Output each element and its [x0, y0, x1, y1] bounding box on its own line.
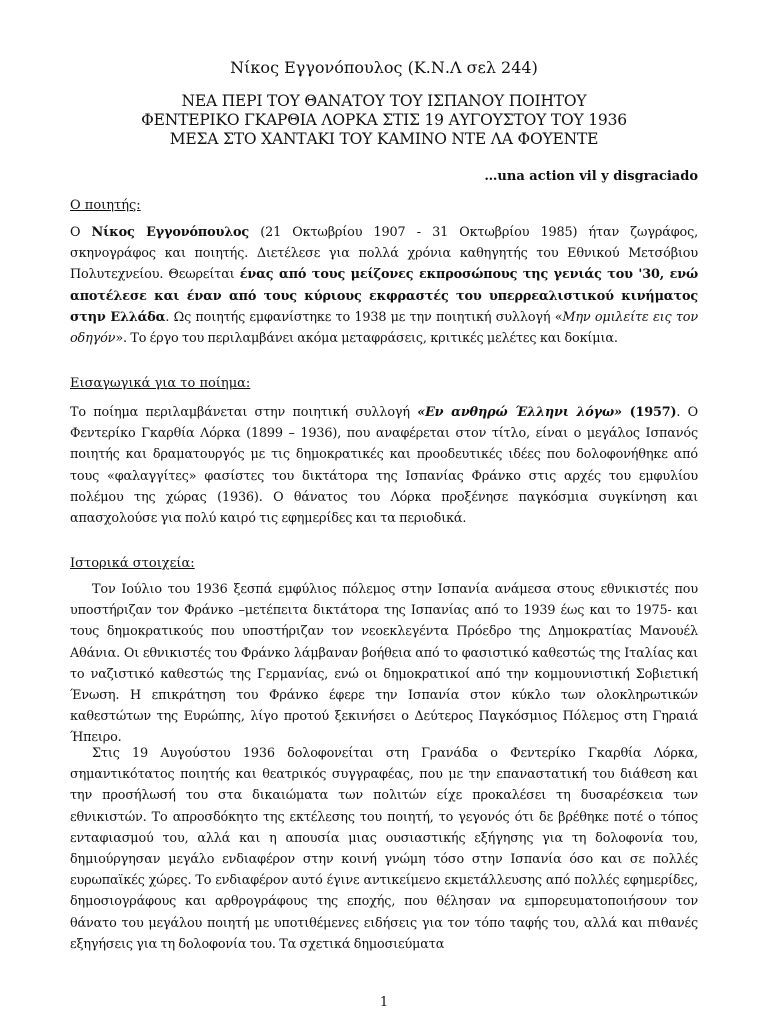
emphasis-text: ένας από τους μείζονες εκπροσώπους της γενιάς του '30, ενώ αποτέλεσε και έναν από τους κύριους εκφραστές του υπερρεαλιστικού κινήματος στην Ελλάδα — [70, 267, 698, 325]
history-paragraph-2: Στις 19 Αυγούστου 1936 δολοφονείται στη Γρανάδα ο Φεντερίκο Γκαρθία Λόρκα, σημαντικότατος ποιητής και θεατρικός συγγραφέας, που με την επαναστατική του διάθεση και την προσήλωσή του στα δικαιώματα των πολιτών είχε προκαλέσει τη δυσαρέσκεια των εθνικιστών. Το απροσδόκητο της εκτέλεσης του ποιητή, το γεγονός ότι δε βρέθηκε ποτέ ο τόπος ενταφιασμού του, αλλά και η απουσία μιας ουσιαστικής εξήγησης για τη δολοφονία του, δημιούργησαν μεγάλο ενδιαφέρον στην κοινή γνώμη τόσο στην Ισπανία όσο και σε πολλές ευρωπαϊκές χώρες. Το ενδιαφέρον αυτό έγινε αντικείμενο εκμετάλλευσης από πολλές εφημερίδες, δημοσιογράφους και αρθρογράφους της εποχής, που θέλησαν να εμπορευματοποιήσουν τον θάνατο του μεγάλου ποιητή με υποτιθέμενες ειδήσεις για τον τόπο ταφής του, αλλά και πιθανές εξηγήσεις για τη δολοφονία του. Τα σχετικά δημοσιεύματα — [70, 746, 698, 952]
page-number: 1 — [379, 995, 389, 1010]
text-run: Ο — [70, 225, 92, 240]
document-title: Νίκος Εγγονόπουλος (Κ.Ν.Λ σελ 244) — [230, 58, 538, 77]
poem-heading-line-1: ΝΕΑ ΠΕΡΙ ΤΟΥ ΘΑΝΑΤΟΥ ΤΟΥ ΙΣΠΑΝΟΥ ΠΟΙΗΤΟΥ — [181, 92, 587, 110]
section-heading-poet: Ο ποιητής: — [70, 198, 141, 213]
poem-heading — [70, 92, 698, 149]
document-page — [70, 0, 698, 1024]
text-run: Το ποίημα περιλαμβάνεται στην ποιητική συλλογή — [70, 405, 418, 420]
text-run: . Ο Φεντερίκο Γκαρθία Λόρκα (1899 – 1936), που αναφέρεται στον τίτλο, είναι ο μεγάλος Ισπανός ποιητής και δραματουργός με τις δημοκρατικές και προοδευτικές ιδέες που δολοφονήθηκε από τους «φαλαγγίτες» φασίστες του δικτάτορα της Ισπανίας Φράνκο στις αρχές του εμφυλίου πολέμου της χώρας (1936). Ο θάνατος του Λόρκα προξένησε παγκόσμια συγκίνηση και απασχολούσε για πολύ καιρό τις εφημερίδες και τα περιοδικά. — [70, 405, 698, 527]
section-heading-intro: Εισαγωγικά για το ποίημα: — [70, 376, 251, 391]
collection-title: «Εν ανθηρώ Έλληνι λόγω» — [417, 405, 622, 420]
history-paragraph-1: Τον Ιούλιο του 1936 ξεσπά εμφύλιος πόλεμος στην Ισπανία ανάμεσα στους εθνικιστές που υποστήριζαν τον Φράνκο –μετέπειτα δικτάτορα της Ισπανίας από το 1939 έως και το 1975- και τους δημοκρατικούς που υποστήριζαν τον νεοεκλεγέντα Πρόεδρο της Δημοκρατίας Μανουέλ Αθάνια. Οι εθνικιστές του Φράνκο λάμβαναν βοήθεια από το φασιστικό καθεστώς της Ιταλίας και το ναζιστικό καθεστώς της Γερμανίας, ενώ οι δημοκρατικοί από την κομμουνιστική Σοβιετική Ένωση. Η επικράτηση του Φράνκο έφερε την Ισπανία στον κύκλο των ολοκληρωτικών καθεστώτων της Ευρώπης, λίγο προτού ξεκινήσει ο Δεύτερος Παγκόσμιος Πόλεμος στη Γηραιά Ήπειρο. — [70, 582, 698, 746]
text-run: . Ως ποιητής εμφανίστηκε το 1938 με την ποιητική συλλογή « — [165, 309, 563, 325]
poet-paragraph — [70, 222, 698, 349]
year-text: (1957) — [621, 405, 677, 420]
text-run: (21 Οκτωβρίου 1907 - 31 Οκτωβρίου 1985) ήταν ζωγράφος, σκηνογράφος και ποιητής. Διετέλεσε για πολλά χρόνια καθηγητής του Εθνικού Μετσόβιου Πολυτεχνείου. Θεωρείται — [70, 225, 699, 283]
poem-heading-line-3: ΜΕΣΑ ΣΤΟ ΧΑΝΤΑΚΙ ΤΟΥ ΚΑΜΙΝΟ ΝΤΕ ΛΑ ΦΟΥΕΝΤΕ — [169, 130, 599, 148]
section-heading-history: Ιστορικά στοιχεία: — [70, 556, 195, 571]
intro-paragraph — [70, 402, 698, 529]
poet-name: Νίκος Εγγονόπουλος — [91, 225, 250, 240]
epigraph: …una action vil y disgraciado — [484, 169, 698, 184]
collection-title: Μην ομιλείτε εις τον οδηγόν — [70, 309, 698, 347]
poem-heading-line-2: ΦΕΝΤΕΡΙΚΟ ΓΚΑΡΘΙΑ ΛΟΡΚΑ ΣΤΙΣ 19 ΑΥΓΟΥΣΤΟΥ ΤΟΥ 1936 — [141, 111, 627, 129]
text-run: ». Το έργο του περιλαμβάνει ακόμα μεταφράσεις, κριτικές μελέτες και δοκίμια. — [115, 331, 618, 347]
